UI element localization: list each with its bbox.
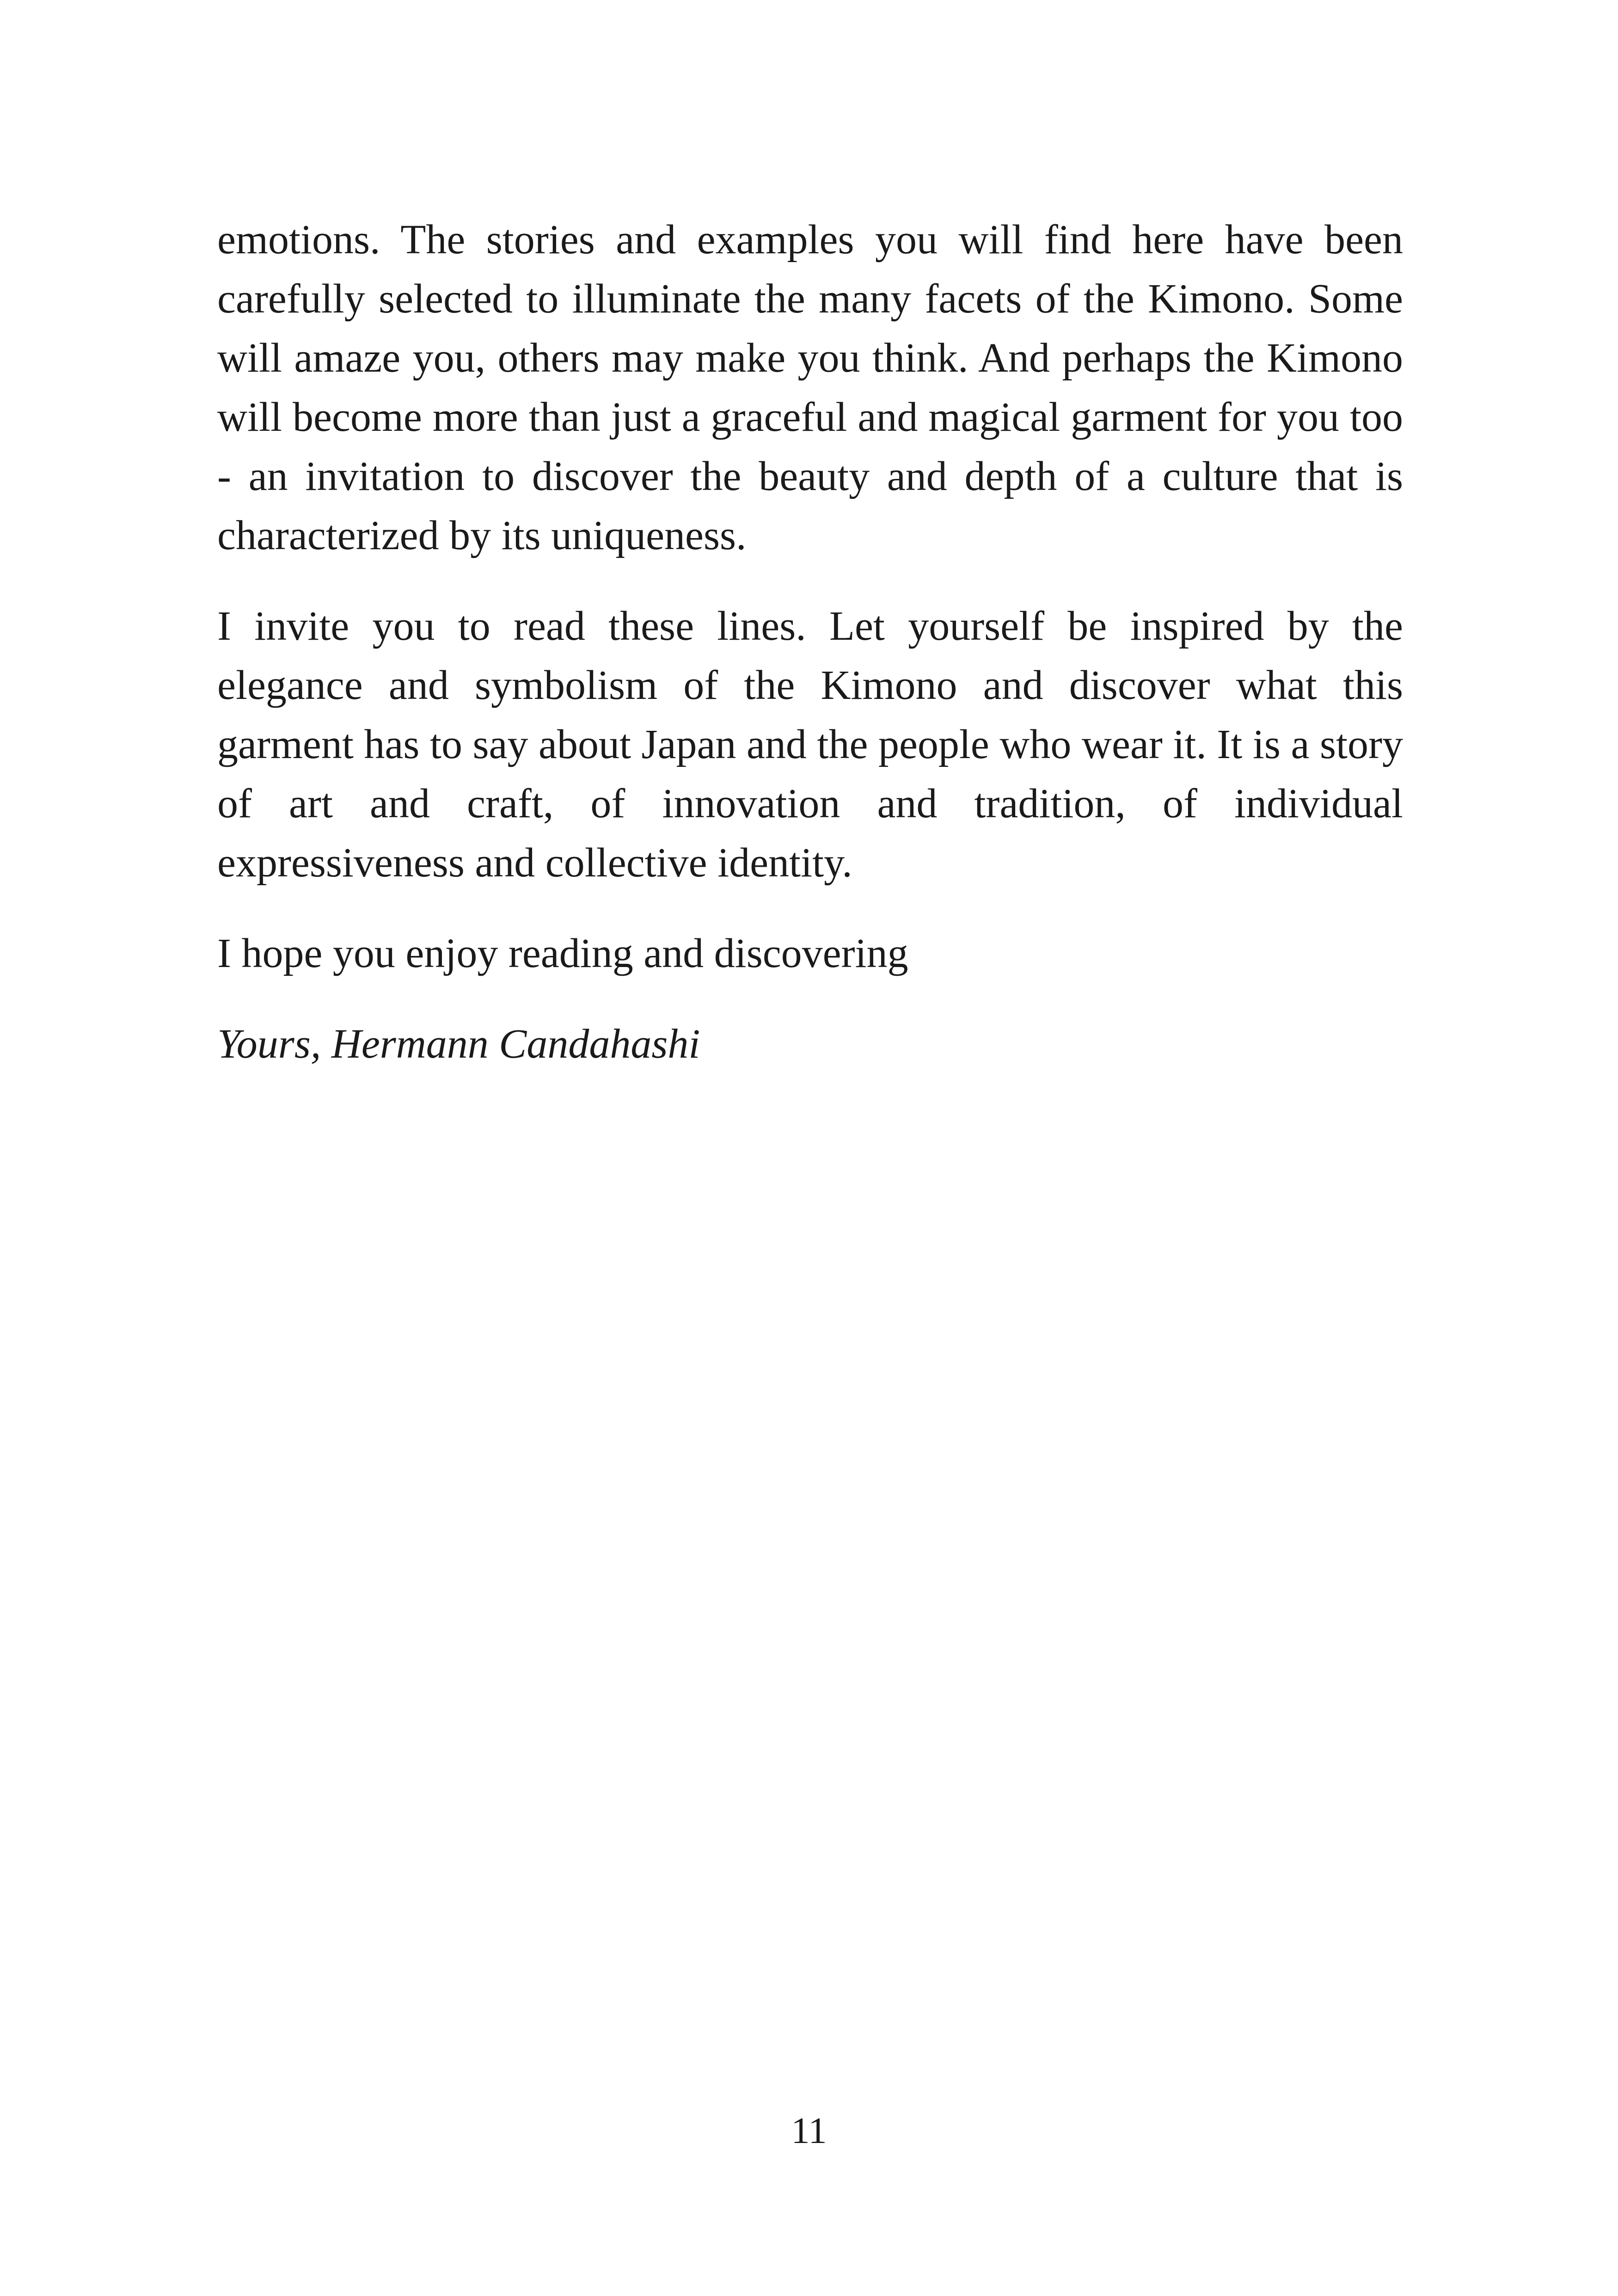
signature: Yours, Hermann Candahashi [217, 1021, 700, 1067]
paragraph-3: I hope you enjoy reading and discovering [217, 931, 908, 976]
paragraph-2: I invite you to read these lines. Let yourself be inspired by the elegance and symbolism of the Kimono and discover what this garment has to say about Japan and the people who wear it. It is a story of art and craft, of innovation and tradition, of individual expressiveness and collective identity. [217, 603, 1403, 886]
page-number: 11 [791, 2111, 827, 2151]
body-text [217, 210, 1403, 1074]
paragraph-1: emotions. The stories and examples you will find here have been carefully selected to illuminate the many facets of the Kimono. Some will amaze you, others may make you think. And perhaps the Kimono will become more than just a graceful and magical garment for you too - an invitation to discover the beauty and depth of a culture that is characterized by its uniqueness. [217, 217, 1403, 558]
